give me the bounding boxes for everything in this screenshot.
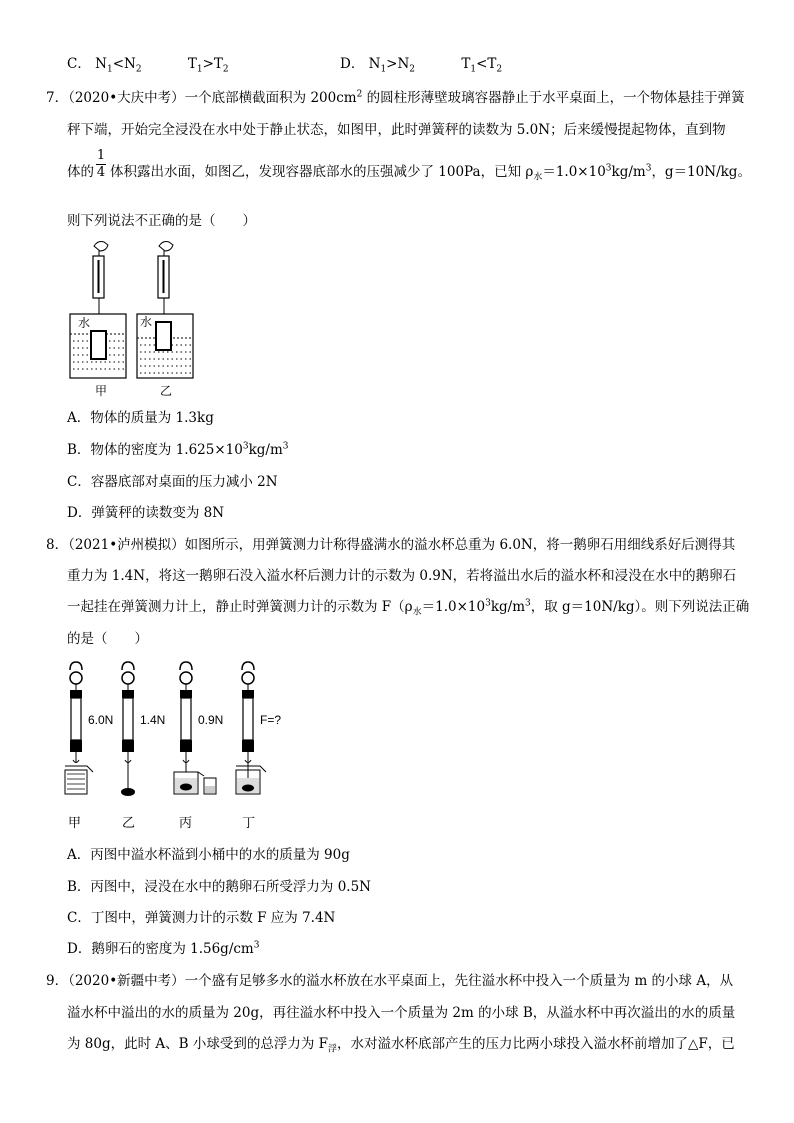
q8-label-bing: 丙 xyxy=(179,815,193,830)
q9-line1: 9．（2020•新疆中考）一个盛有足够多水的溢水杯放在水平桌面上，先往溢水杯中投入一个质量为 m 的小球 A，从 xyxy=(46,973,734,989)
q9-number: 9． xyxy=(46,973,69,989)
q7-line3: 体的 体积露出水面，如图乙，发现容器底部水的压强减少了 100Pa，已知 $\rho_水=1.0\times 10^3kg/m^3$，g＝10N/kg。 xyxy=(67,163,751,183)
q7-option-a: A．物体的质量为 1.3kg xyxy=(67,410,214,426)
option-d-prev: D． $N_1>N_2$ $T_1<T_2$ xyxy=(340,56,503,75)
q9-line2: 溢水杯中溢出的水的质量为 20g，再往溢水杯中投入一个质量为 2m 的小球 B，从溢水杯中再次溢出的水的质量 xyxy=(67,1005,736,1021)
q7-line4: 则下列说法不正确的是（ ） xyxy=(67,213,256,229)
q8-line2: 重力为 1.4N，将这一鹅卵石没入溢水杯后测力计的示数为 0.9N，若将溢出水后的溢水杯和浸没在水中的鹅卵石 xyxy=(67,568,737,584)
q9-line3: 为 80g，此时 A、B 小球受到的总浮力为 $F_浮$，水对溢水杯底部产生的压力比两小球投入溢水杯前增加了△F，已 xyxy=(67,1036,735,1055)
q8-number: 8． xyxy=(46,537,69,553)
q7-fraction: 1 4 xyxy=(96,148,106,180)
q7-option-c: C．容器底部对桌面的压力减小 2N xyxy=(67,474,278,490)
q8-option-c: C．丁图中，弹簧测力计的示数 F 应为 7.4N xyxy=(67,910,336,926)
q8-option-d: D．鹅卵石的密度为 $1.56g/cm^3$ xyxy=(67,940,260,957)
q7-number: 7． xyxy=(46,90,69,106)
option-c-prev: C． $N_1<N_2$ $T_1>T_2$ xyxy=(67,56,229,75)
q7-label-jia: 甲 xyxy=(95,384,108,398)
q8-figure-bing xyxy=(174,662,223,830)
q8-line3: 一起挂在弹簧测力计上，静止时弹簧测力计的示数为 $F(\rho_水=1.0\times 10^3kg/m^3$，取 g＝10N/kg）。则下列说法正确 xyxy=(67,598,750,618)
q7-line1: 7．（2020•大庆中考）一个底部横截面积为 $200cm^2$ 的圆柱形薄壁玻璃容器静止于水平桌面上，一个物体悬挂于弹簧 xyxy=(46,89,745,106)
q7-water-label-yi: 水 xyxy=(140,315,153,329)
q8-line4: 的是（ ） xyxy=(67,631,148,647)
q8-reading-bing: 0.9N xyxy=(198,713,224,727)
q7-line2: 秤下端，开始完全浸没在水中处于静止状态，如图甲，此时弹簧秤的读数为 5.0N；后来缓慢提起物体，直到物 xyxy=(67,122,726,138)
q7-figure-jia xyxy=(70,242,126,399)
q7-option-d: D．弹簧秤的读数变为 8N xyxy=(67,505,225,521)
q8-figure-yi xyxy=(121,662,165,830)
q8-label-jia: 甲 xyxy=(68,815,82,830)
q8-option-a: A．丙图中溢水杯溢到小桶中的水的质量为 90g xyxy=(67,847,350,863)
q8-reading-ding: F=? xyxy=(260,713,282,727)
q8-figure-ding xyxy=(236,662,281,830)
q8-label-ding: 丁 xyxy=(242,815,256,830)
q7-water-label-jia: 水 xyxy=(78,316,91,330)
q8-option-b: B．丙图中，浸没在水中的鹅卵石所受浮力为 0.5N xyxy=(67,879,371,895)
q7-option-b: B．物体的密度为 $1.625\times 10^3kg/m^3$ xyxy=(67,441,289,458)
q8-reading-jia: 6.0N xyxy=(88,713,114,727)
q7-figure xyxy=(64,238,214,400)
q8-figure-jia xyxy=(65,662,113,830)
q7-figure-yi xyxy=(137,242,193,399)
q7-label-yi: 乙 xyxy=(160,384,173,398)
q8-reading-yi: 1.4N xyxy=(140,713,166,727)
q8-line1: 8．（2021•泸州模拟）如图所示，用弹簧测力计称得盛满水的溢水杯总重为 6.0N，将一鹅卵石用细线系好后测得其 xyxy=(46,537,736,553)
q8-label-yi: 乙 xyxy=(122,815,136,830)
q8-figure xyxy=(62,660,282,832)
